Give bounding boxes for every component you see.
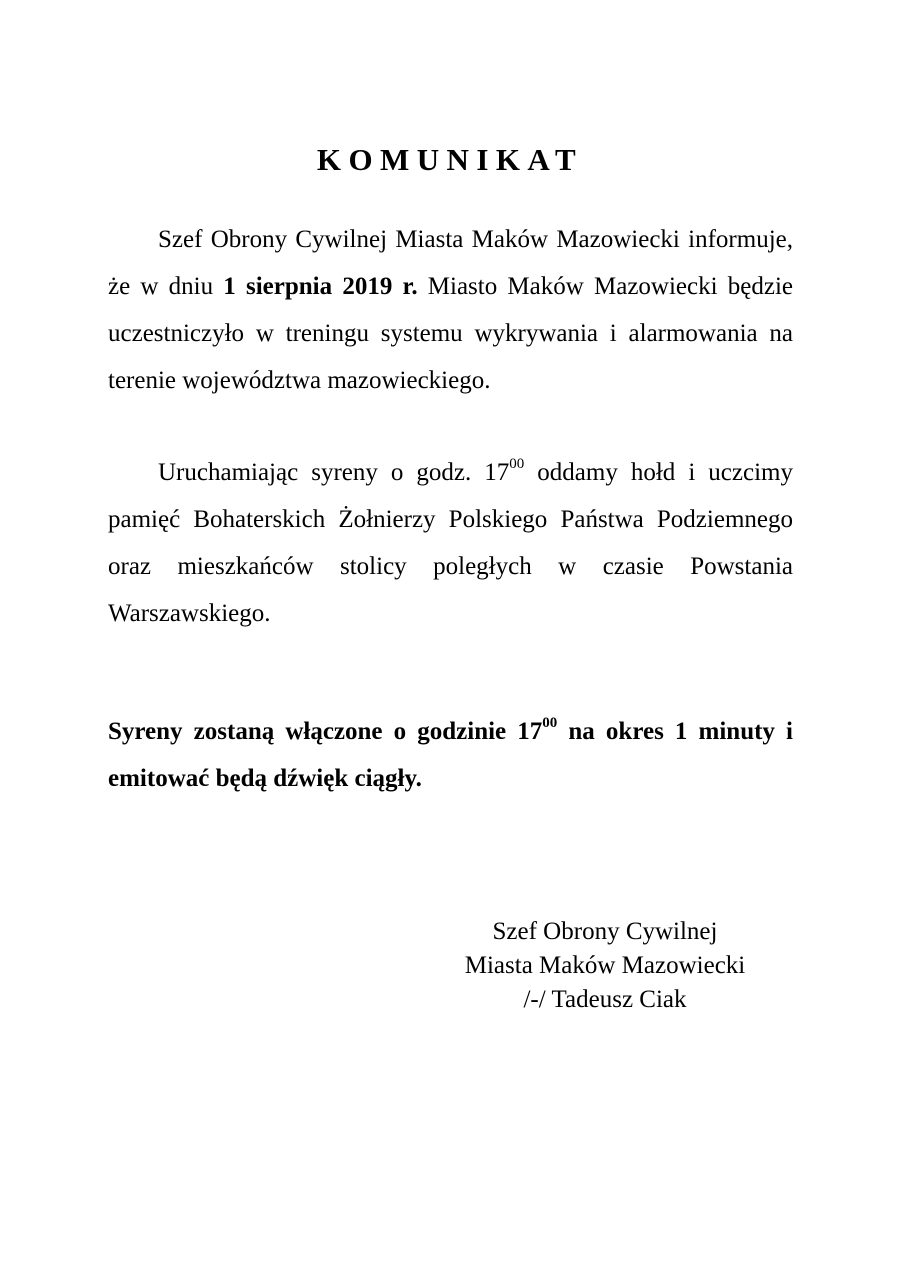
sirens-rest: na okres 1 minuty i emitować będą dźwięk ciągły. [108, 718, 793, 792]
tribute-rest: oddamy hołd i uczcimy pamięć Bohaterskich Żołnierzy Polskiego Państwa Podziemnego oraz mieszkańców stolicy poległych w czasie Powstania Warszawskiego. [108, 459, 793, 627]
sirens-intro: Syreny zostaną włączone o godzinie 17 [108, 718, 543, 745]
signature-line-1: Szef Obrony Cywilnej [492, 918, 718, 945]
tribute-time-minutes: 00 [509, 456, 525, 473]
paragraph-tribute [108, 449, 793, 637]
signature-line-3: /-/ Tadeusz Ciak [523, 986, 687, 1013]
announcement-intro: Szef Obrony Cywilnej Miasta Maków Mazowiecki informuje, że w dniu [108, 226, 793, 300]
announcement-rest: Miasto Maków Mazowiecki będzie uczestniczyło w treningu systemu wykrywania i alarmowania na terenie województwa mazowieckiego. [108, 273, 793, 394]
signature-line-2: Miasta Maków Mazowiecki [464, 952, 746, 979]
sirens-time-minutes: 00 [542, 715, 558, 732]
announcement-text [108, 216, 793, 404]
paragraph-announcement [108, 216, 793, 404]
sirens-notice [108, 708, 793, 802]
document-title: KOMUNIKAT [316, 142, 584, 177]
signature-block [420, 915, 790, 1017]
announcement-date: 1 sierpnia 2019 r. [223, 273, 418, 300]
tribute-text [108, 449, 793, 637]
tribute-intro: Uruchamiając syreny o godz. 17 [158, 459, 510, 486]
